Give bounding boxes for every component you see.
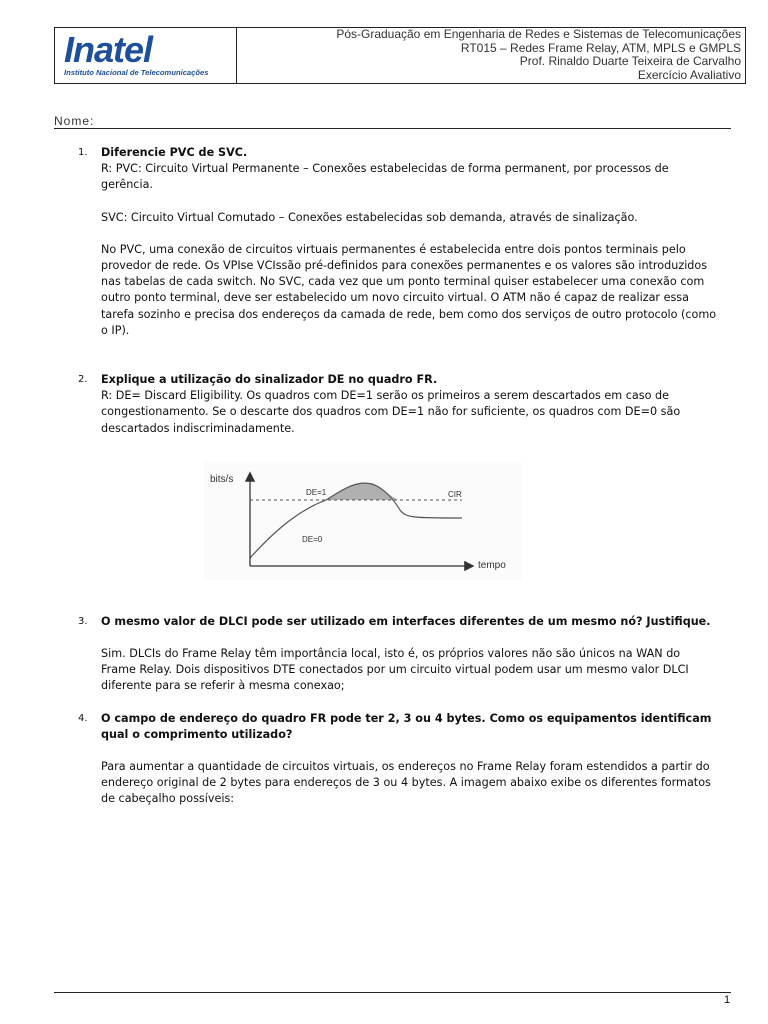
logo-subtitle: Instituto Nacional de Telecomunicações xyxy=(64,68,209,77)
de1-label: DE=1 xyxy=(306,488,327,497)
document-header xyxy=(54,27,746,84)
question-4 xyxy=(78,711,718,808)
question-title: Diferencie PVC de SVC. xyxy=(101,146,248,159)
cir-label: CIR xyxy=(448,490,462,499)
de-cir-figure xyxy=(204,462,522,580)
header-exercise: Exercício Avaliativo xyxy=(637,67,741,82)
answer-paragraph: No PVC, uma conexão de circuitos virtuais permanentes é estabelecida entre dois pontos terminais pelo provedor de rede. Os VPIse VCIssão pré-definidos para conexões permanentes e os valores são introduzidos nas tabelas de cada switch. No SVC, cada vez que um ponto terminal quiser estabelecer uma conexão com outro ponto terminal, deve ser estabelecido um novo circuito virtual. O ATM não é capaz de realizar essa tarefa sozinho e precisa dos endereços da camada de rede, bem como dos serviços de outro protocolo (como o IP). xyxy=(101,242,717,337)
question-1 xyxy=(78,145,718,339)
question-number: 2. xyxy=(78,374,88,386)
header-text-block xyxy=(237,28,745,83)
page-number: 1 xyxy=(724,994,731,1006)
name-label: Nome: xyxy=(54,114,95,128)
x-axis-label: tempo xyxy=(478,560,506,571)
question-number: 3. xyxy=(78,615,88,627)
inatel-logo xyxy=(55,28,237,83)
name-field-row xyxy=(54,114,731,129)
de1-excess-region xyxy=(326,483,398,500)
question-title: O mesmo valor de DLCI pode ser utilizado em interfaces diferentes de um mesmo nó? Justifique. xyxy=(101,614,711,628)
de-cir-diagram xyxy=(204,462,522,580)
de0-label: DE=0 xyxy=(302,535,323,544)
answer-paragraph: R: PVC: Circuito Virtual Permanente – Conexões estabelecidas de forma permanent, por processos de gerência. xyxy=(101,162,669,192)
question-title: O campo de endereço do quadro FR pode ter 2, 3 ou 4 bytes. Como os equipamentos identificam qual o comprimento utilizado? xyxy=(101,711,712,741)
answer-paragraph: Para aumentar a quantidade de circuitos virtuais, os endereços no Frame Relay foram estendidos a partir do endereço original de 2 bytes para endereços de 3 ou 4 bytes. A imagem abaixo exibe os diferentes formatos de cabeçalho possíveis: xyxy=(101,760,711,806)
y-axis-label: bits/s xyxy=(210,474,234,485)
question-3 xyxy=(78,614,718,695)
logo-wordmark: Inatel xyxy=(64,29,153,70)
answer-paragraph: R: DE= Discard Eligibility. Os quadros com DE=1 serão os primeiros a serem descartados em caso de congestionamento. Se o descarte dos quadros com DE=1 não for suficiente, os quadros com DE=0 são descartados indiscriminadamente. xyxy=(101,389,681,435)
header-program: Pós-Graduação em Engenharia de Redes e Sistemas de Telecomunicações xyxy=(336,27,741,41)
footer-rule xyxy=(54,992,731,993)
header-professor: Prof. Rinaldo Duarte Teixeira de Carvalho xyxy=(519,54,741,69)
header-course: RT015 – Redes Frame Relay, ATM, MPLS e GMPLS xyxy=(460,40,741,55)
question-number: 1. xyxy=(78,147,88,158)
answer-paragraph: SVC: Circuito Virtual Comutado – Conexões estabelecidas sob demanda, através de sinalização. xyxy=(101,210,638,224)
question-number: 4. xyxy=(78,712,88,724)
answer-paragraph: Sim. DLCIs do Frame Relay têm importância local, isto é, os próprios valores não são únicos na WAN do Frame Relay. Dois dispositivos DTE conectados por um circuito virtual podem usar um mesmo valor DLCI diferente para se referir à mesma conexao; xyxy=(101,647,689,693)
question-2 xyxy=(78,372,718,437)
question-title: Explique a utilização do sinalizador DE no quadro FR. xyxy=(101,373,438,387)
